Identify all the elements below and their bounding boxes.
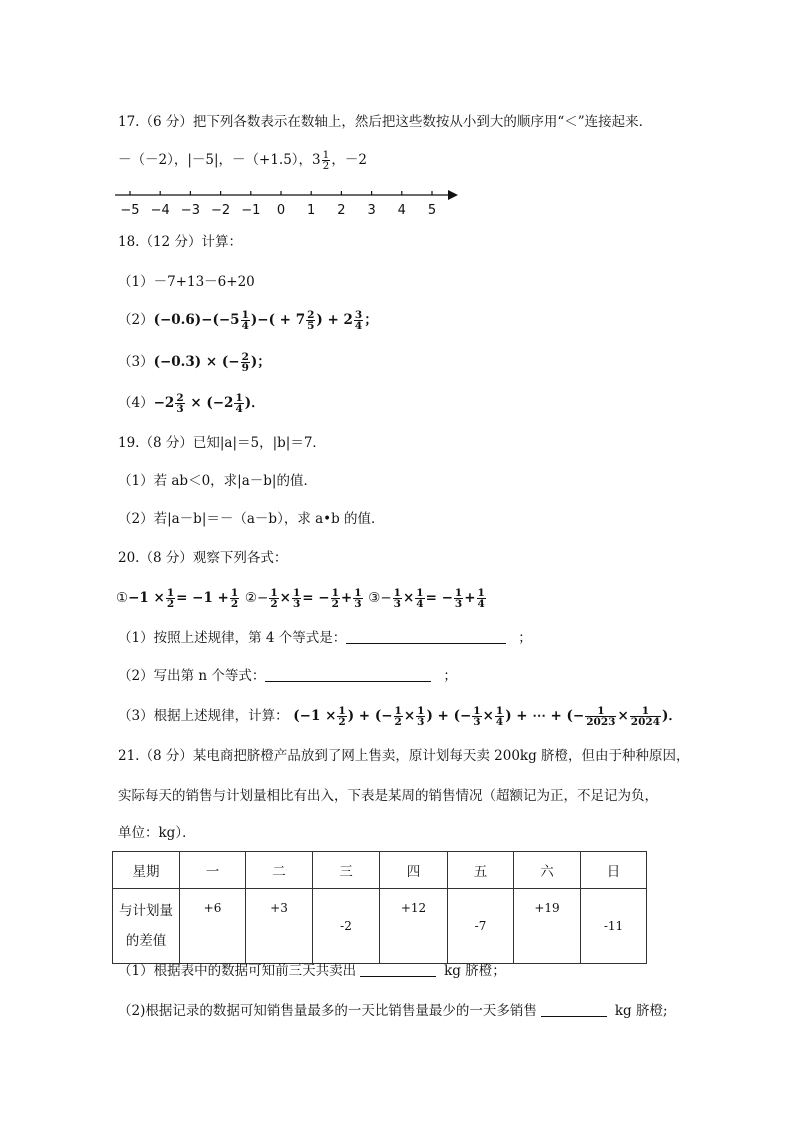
number-line-label: 1	[307, 203, 316, 218]
header-cell: 四	[380, 852, 448, 889]
q18-part4: （4）−2 $\frac{2}{3}$ × (−2 $\frac{1}{4}$ )．	[118, 392, 265, 415]
header-cell: 二	[246, 852, 313, 889]
q21-line2: 实际每天的销售与计划量相比有出入，下表是某周的销售情况（超额记为正，不足记为负，	[118, 788, 658, 804]
number-line-label: −5	[120, 203, 140, 218]
value-cell: +6	[180, 889, 246, 964]
value-cell: +12	[380, 889, 448, 964]
value-cell: -11	[581, 889, 647, 964]
value-cell: -7	[448, 889, 514, 964]
q21-part2: （2)根据记录的数据可知销售量最多的一天比销售量最少的一天多销售 kg 脐橙;	[118, 1003, 668, 1019]
number-line-label: −2	[211, 203, 231, 218]
q17-numbers-pre: －（－2），|－5|，－（+1.5），3	[118, 152, 321, 168]
fraction: $\frac{1}{2}$	[322, 149, 330, 172]
q17-heading: 17.（6 分）把下列各数表示在数轴上，然后把这些数按从小到大的顺序用“＜”连接起来．	[118, 114, 653, 130]
q19-part1: （1）若 ab＜0，求|a－b|的值．	[118, 473, 317, 489]
header-cell: 一	[180, 852, 246, 889]
number-line-label: 3	[367, 203, 376, 218]
q17-numbers-post: ，－2	[331, 152, 367, 168]
q18-part1: （1）－7+13－6+20	[118, 274, 255, 290]
row-label-cell: 与计划量 的差值	[113, 889, 180, 964]
header-cell: 星期	[113, 852, 180, 889]
header-cell: 六	[514, 852, 581, 889]
q18-heading: 18.（12 分）计算：	[118, 234, 242, 250]
answer-blank[interactable]	[265, 667, 431, 682]
table-row	[113, 889, 647, 964]
q20-observations: ①−1 × $\frac{1}{2}$ = −1 + $\frac{1}{2}$ ②− $\frac{1}{2}$ × $\frac{1}{3}$ = − $\frac{1}{2}$ + $\frac{1}{3}$ ③− $\frac{1}{3}$ × $\frac{1}{4}$ = − $\frac{1}{3}$ + $\frac{1}{4}$	[116, 587, 485, 610]
table-header-row	[113, 852, 647, 889]
answer-blank[interactable]	[360, 962, 436, 977]
answer-blank[interactable]	[541, 1002, 607, 1017]
number-line-label: 0	[276, 203, 286, 218]
number-line-label: 2	[337, 203, 346, 218]
number-line-label: 4	[397, 203, 406, 218]
value-cell: +3	[246, 889, 313, 964]
value-cell: +19	[514, 889, 581, 964]
q18-part3: （3）(−0.3) × (− $\frac{2}{9}$ )；	[118, 351, 271, 374]
q20-heading: 20.（8 分）观察下列各式：	[118, 550, 288, 566]
q19-part2: （2）若|a－b|＝－（a－b），求 a•b 的值．	[118, 511, 385, 527]
q21-part1: （1）根据表中的数据可知前三天共卖出 kg 脐橙；	[118, 963, 506, 979]
q18-part2: （2）(−0.6)−(−5 $\frac{1}{4}$ )−( + 7 $\frac{2}{5}$ ) + 2 $\frac{3}{4}$ ；	[118, 309, 378, 332]
sales-table	[112, 851, 647, 964]
q20-part3: （3）根据上述规律，计算： (−1 × $\frac{1}{2}$ ) + (− $\frac{1}{2}$ × $\frac{1}{3}$ ) + (− $\frac{1}{3}$ × $\frac{1}{4}$ ) + ⋯ + (− $\frac{1}{2023}$ × $\frac{1}{2024}$ )．	[118, 705, 682, 728]
q20-part1: （1）按照上述规律，第 4 个等式是： ；	[118, 630, 532, 646]
q21-line3: 单位：kg）．	[118, 825, 196, 841]
q17-numbers	[118, 150, 367, 171]
header-cell: 三	[313, 852, 380, 889]
q19-heading: 19.（8 分）已知|a|＝5，|b|＝7．	[118, 435, 326, 451]
header-cell: 日	[581, 852, 647, 889]
number-line-label: −4	[150, 203, 170, 218]
value-cell: -2	[313, 889, 380, 964]
q21-line1: 21.（8 分）某电商把脐橙产品放到了网上售卖，原计划每天卖 200kg 脐橙，但由于种种原因，	[118, 748, 690, 764]
q20-part2: （2）写出第 n 个等式： ；	[118, 668, 457, 684]
number-line-label: −1	[241, 203, 261, 218]
number-line-arrow-icon	[448, 190, 458, 200]
number-line-label: −3	[180, 203, 200, 218]
header-cell: 五	[448, 852, 514, 889]
answer-blank[interactable]	[346, 629, 506, 644]
number-line-label: 5	[427, 203, 437, 218]
